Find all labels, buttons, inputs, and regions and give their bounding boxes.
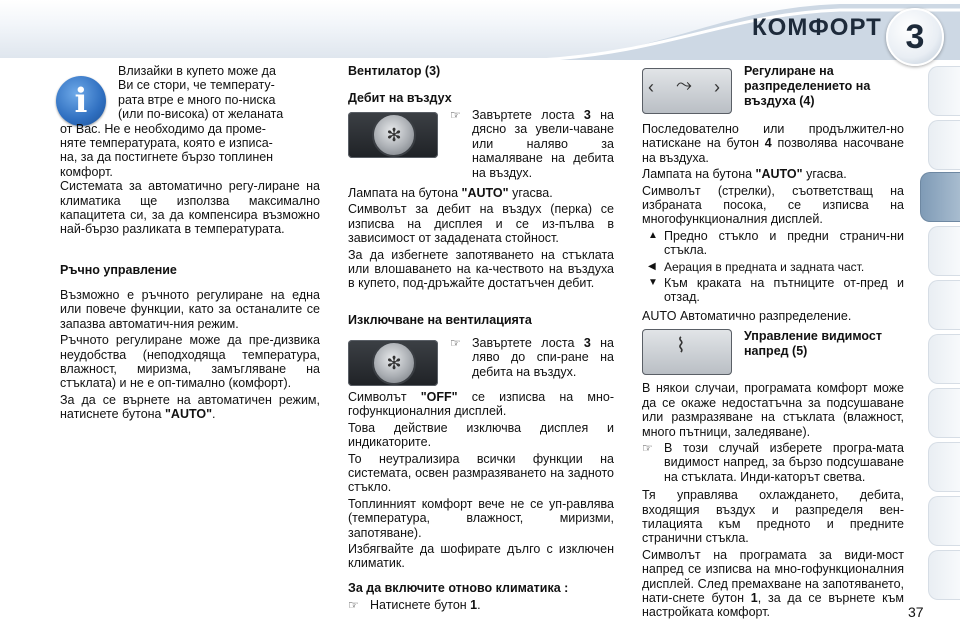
text: се изписва на мно-гофункционалния дисплей. <box>348 389 614 419</box>
hand-pointer-icon: ☞ <box>348 597 359 612</box>
text: на ляво до спи-ране на дебита на въздух. <box>472 335 614 379</box>
paragraph <box>472 336 614 388</box>
seat-airflow-icon: ⤳ <box>676 74 692 96</box>
visibility-block <box>642 329 904 375</box>
airflow-heading: Дебит на въздух <box>348 91 452 105</box>
intro-line: комфорт. <box>60 164 113 179</box>
text: Последователно или продължител-но натискане на бутон <box>642 122 904 151</box>
arrow-down-icon: ▼ <box>648 277 658 289</box>
chevron-left-icon: ‹ <box>648 77 654 97</box>
off-heading: Изключване на вентилацията <box>348 312 532 327</box>
paragraph <box>642 167 904 181</box>
distribution-heading: Регулиране на разпределението на въздуха (4) <box>744 64 871 108</box>
column-1 <box>60 64 320 424</box>
paragraph: В някои случаи, програмата комфорт може да се окаже недостатъчна за подсушаване или размразяване на стъклата (влажност, много пътници, заледяване). <box>642 381 904 439</box>
intro-line: (или по-висока) от желаната <box>118 107 284 122</box>
arrow-left-icon: ◀ <box>648 260 656 272</box>
paragraph <box>642 548 904 620</box>
fan-icon: ✻ <box>372 341 416 385</box>
control-panel-image <box>642 329 732 375</box>
side-tab[interactable] <box>928 334 960 384</box>
text: Символът на програмата за види-мост напред се изписва на мно-гофункционалния дисплей. След премахване на запотяването, нати-снете бутон <box>642 547 904 605</box>
auto-label: "AUTO" <box>165 407 213 422</box>
paragraph: Предно стъкло и предни странич-ни стъкла. <box>664 228 904 258</box>
side-tab[interactable] <box>928 442 960 492</box>
text: на дясно за увели-чаване или наляво за намаляване на дебита на въздух. <box>472 108 614 180</box>
paragraph: Топлинният комфорт вече не се уп-равлява (температура, влажност, миризми, запотяване). <box>348 496 614 540</box>
intro-bottom <box>60 122 320 422</box>
paragraph: Аерация в предната и задната част. <box>664 259 865 274</box>
lever-number: 3 <box>583 335 591 350</box>
paragraph <box>642 122 904 165</box>
fan-knob-image <box>348 340 440 388</box>
intro-line: от Вас. Не е необходимо да проме- <box>60 121 266 136</box>
bullet-item <box>450 336 614 388</box>
text: Завъртете лоста <box>472 108 584 122</box>
hand-pointer-icon: ☞ <box>450 108 461 122</box>
paragraph: Тя управлява охлаждането, дебита, входящия въздух и разпределя вен-тилацията към предното и предните странични стъкла. <box>642 488 904 546</box>
reenable-heading: За да включите отново климатика : <box>348 580 569 595</box>
bullet-item <box>450 108 614 180</box>
distribution-button-image <box>642 68 734 116</box>
text: Лампата на бутона <box>642 167 756 182</box>
paragraph: Символът за дебит на въздух (перка) се изписва на дисплея и се из-пълва в зависимост от зададената стойност. <box>348 202 614 246</box>
column-2 <box>348 64 614 612</box>
visibility-heading: Управление видимост напред (5) <box>744 329 882 359</box>
button-number: 4 <box>764 136 772 151</box>
paragraph <box>348 390 614 419</box>
lever-number: 3 <box>583 108 591 122</box>
fan-knob-image <box>348 112 440 160</box>
fan-heading: Вентилатор (3) <box>348 64 441 78</box>
arrow-up-icon: ▲ <box>648 229 658 241</box>
text: позволява насочване на въздуха. <box>642 136 904 165</box>
auto-label: "AUTO" <box>755 167 803 182</box>
windshield-defrost-icon: ⌇ <box>676 335 686 358</box>
info-icon: i <box>56 76 106 126</box>
intro-line: на, за да постигнете бързо топлинен <box>60 150 274 165</box>
page-title: КОМФОРТ <box>752 14 882 41</box>
intro-line: няте температурата, която е изписа- <box>60 136 273 151</box>
side-tab[interactable] <box>928 280 960 330</box>
hand-pointer-icon: ☞ <box>450 335 461 350</box>
paragraph <box>472 108 614 180</box>
off-label: "OFF" <box>420 389 458 404</box>
text: угасва. <box>802 167 847 182</box>
direction-item <box>648 276 904 305</box>
paragraph: Символът (стрелки), съответстващ на избраната посока, се изписва на многофункционалния дисплей. <box>642 183 904 227</box>
paragraph: Това действие изключва дисплея и индикаторите. <box>348 420 614 450</box>
intro-line: Влизайки в купето може да <box>118 64 276 78</box>
paragraph: Ръчното регулиране може да пре-дизвика неудобства (неподходяща температура, влажност, миризма, замъгляване на стъклата) и не е оп-тимално (комфорт). <box>60 333 320 391</box>
side-tab[interactable] <box>928 550 960 600</box>
hand-pointer-icon: ☞ <box>642 440 653 455</box>
text: . <box>477 597 481 612</box>
side-tabs <box>918 66 960 626</box>
text: угасва. <box>508 186 553 201</box>
side-tab[interactable] <box>928 66 960 116</box>
paragraph: За да избегнете запотяването на стъклата или влошаването на ка-чеството на въздуха в купето, под-дръжайте достатъчен дебит. <box>348 247 614 291</box>
side-tab[interactable] <box>928 120 960 170</box>
bullet-item <box>642 441 904 484</box>
paragraph: В този случай изберете програ-мата видимост напред, за бързо подсушаване на стъклата. Инди-каторът светва. <box>664 440 904 484</box>
distribution-block <box>642 64 904 116</box>
button-number: 1 <box>750 590 758 605</box>
side-tab-active[interactable] <box>920 172 960 222</box>
text: Символът <box>348 389 421 404</box>
direction-item <box>648 229 904 258</box>
paragraph: То неутрализира всички функции на системата, освен размразяването на задното стъкло. <box>348 451 614 495</box>
chapter-number: 3 <box>886 8 944 66</box>
text: Натиснете бутон <box>370 597 471 612</box>
text: За да се върнете на автоматичен режим, натиснете бутона <box>60 392 320 422</box>
text: , за да се върнете към настройката комфорт. <box>642 590 904 620</box>
auto-label: "AUTO" <box>461 186 509 201</box>
manual-heading: Ръчно управление <box>60 262 177 277</box>
paragraph: AUTO Автоматично разпределение. <box>642 308 852 323</box>
fan-icon: ✻ <box>372 113 416 157</box>
paragraph: Избягвайте да шофирате дълго с изключен климатик. <box>348 541 614 571</box>
text: Лампата на бутона <box>348 186 462 201</box>
paragraph <box>60 393 320 422</box>
visibility-button-image <box>642 329 734 375</box>
text: Завъртете лоста <box>472 335 584 350</box>
direction-item <box>648 260 904 274</box>
paragraph: Възможно е ръчното регулиране на една или повече функции, като за останалите се запазва автоматич-ния режим. <box>60 287 320 331</box>
intro-line: Ви се стори, че температу- <box>118 78 275 93</box>
chevron-right-icon: › <box>714 77 720 97</box>
page-number: 37 <box>908 604 924 620</box>
button-number: 1 <box>470 597 478 612</box>
turn-left-block <box>348 336 614 388</box>
side-tab[interactable] <box>928 388 960 438</box>
intro-top <box>68 64 320 122</box>
side-tab[interactable] <box>928 496 960 546</box>
side-tab[interactable] <box>928 226 960 276</box>
text: . <box>212 407 216 422</box>
column-3 <box>642 64 904 622</box>
paragraph: Към краката на пътниците от-пред и отзад. <box>664 276 904 305</box>
paragraph <box>370 598 481 612</box>
bullet-item <box>348 598 614 612</box>
intro-line: рата втре е много по-ниска <box>118 92 276 107</box>
paragraph: Системата за автоматично регу-лиране на климатика ще използва максимално капацитета си, за да компенсира възможно най-бързо разликата в температурата. <box>60 179 320 237</box>
paragraph <box>348 186 614 200</box>
turn-right-block <box>348 108 614 180</box>
